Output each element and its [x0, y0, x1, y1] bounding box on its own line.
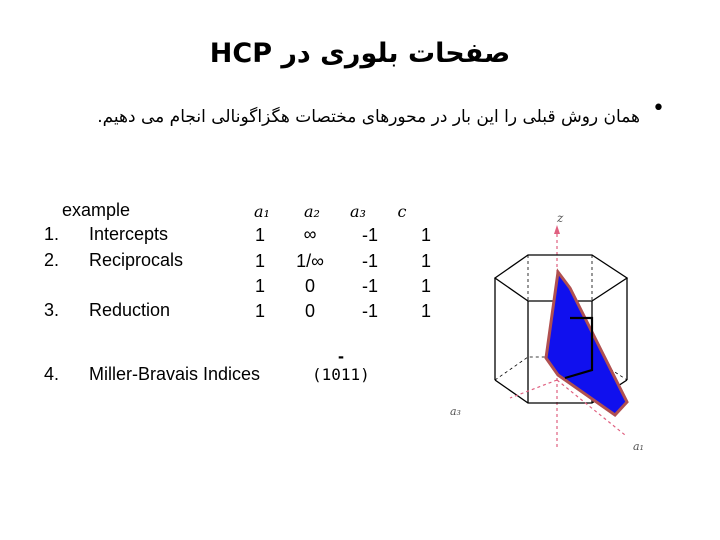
cell-r3-c: 1 — [420, 301, 431, 321]
step-4-label: Miller-Bravais Indices — [89, 364, 261, 384]
header-a1: a₁ — [254, 202, 270, 221]
cell-r1-a3: -1 — [361, 225, 378, 245]
page-title: صفحات بلوری در HCP — [209, 38, 511, 69]
cell-r1-c: 1 — [420, 225, 431, 245]
cell-r3-a3: -1 — [361, 301, 378, 321]
step-3-label: Reduction — [89, 300, 171, 320]
crystal-plane — [546, 272, 627, 415]
bullet-dot: • — [652, 96, 665, 121]
a3-axis-label: a₃ — [450, 405, 461, 418]
cell-r1-a1: 1 — [254, 225, 265, 245]
cell-r2-c: 1 — [420, 251, 431, 271]
cell-r2b-a1: 1 — [254, 276, 265, 296]
cell-r3-a2: 0 — [304, 301, 315, 321]
cell-r2-a3: -1 — [361, 251, 378, 271]
step-1-label: Intercepts — [89, 224, 169, 244]
cell-r2b-a3: -1 — [361, 276, 378, 296]
step-1-number: 1. — [44, 224, 60, 244]
cell-r2b-c: 1 — [420, 276, 431, 296]
cell-r2b-a2: 0 — [304, 276, 315, 296]
cell-r3-a1: 1 — [254, 301, 265, 321]
header-a2: a₂ — [304, 202, 320, 221]
cell-r1-a2: ∞ — [303, 224, 317, 244]
z-axis-arrow — [554, 225, 560, 234]
header-a3: a₃ — [350, 202, 366, 221]
a3-axis-line — [510, 380, 557, 398]
bullet-text: همان روش قبلی را این بار در محورهای مختصات هگزاگونالی انجام می دهیم. — [97, 107, 640, 127]
step-2-number: 2. — [44, 250, 60, 270]
example-label: example — [62, 200, 131, 220]
step-4-number: 4. — [44, 364, 60, 384]
miller-index: (1011) — [312, 365, 370, 384]
a1-axis-label: a₁ — [633, 440, 644, 453]
miller-overbar: - — [338, 346, 344, 366]
hexagonal-prism-diagram — [450, 200, 680, 460]
cell-r2-a2: 1/∞ — [296, 251, 324, 271]
step-2-label: Reciprocals — [89, 250, 184, 270]
cell-r2-a1: 1 — [254, 251, 265, 271]
header-c: c — [397, 202, 407, 221]
step-3-number: 3. — [44, 300, 60, 320]
z-axis-label: z — [557, 211, 564, 225]
